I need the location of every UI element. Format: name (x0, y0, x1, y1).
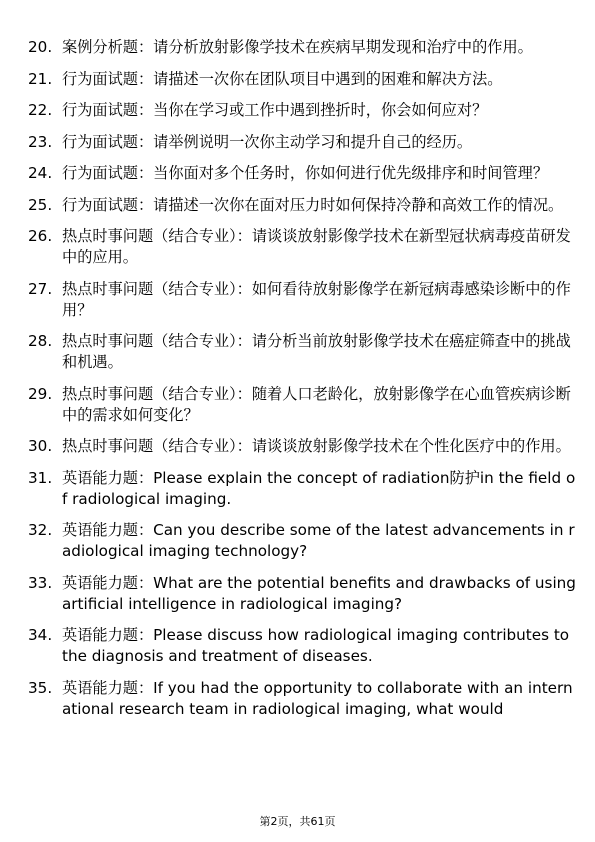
list-item (22, 331, 577, 373)
list-item (22, 468, 577, 510)
list-item (22, 520, 577, 562)
page-number-label: 第2页，共61页 (259, 815, 336, 828)
list-item (22, 100, 577, 121)
list-item (22, 436, 577, 457)
question-number: 21. (28, 69, 53, 88)
page-footer (0, 815, 595, 829)
question-number: 26. (28, 227, 53, 245)
question-text: 英语能力题：If you had the opportunity to collaborate with an international research team in radiological imaging, what would (62, 678, 573, 718)
question-number: 28. (28, 332, 53, 350)
list-item (22, 37, 577, 58)
question-number: 35. (28, 678, 53, 697)
question-text: 行为面试题：当你在学习或工作中遇到挫折时，你会如何应对？ (62, 101, 488, 119)
question-text: 热点时事问题（结合专业）：请谈谈放射影像学技术在新型冠状病毒疫苗研发中的应用。 (62, 227, 571, 266)
question-number: 25. (28, 195, 53, 214)
list-item (22, 163, 577, 184)
list-item (22, 69, 577, 90)
question-text: 英语能力题：Please explain the concept of radiation防护in the field of radiological imaging. (62, 468, 576, 508)
list-item (22, 384, 577, 426)
question-text: 行为面试题：请举例说明一次你主动学习和提升自己的经历。 (62, 132, 473, 151)
question-text: 热点时事问题（结合专业）：请谈谈放射影像学技术在个性化医疗中的作用。 (62, 437, 571, 455)
question-text: 行为面试题：当你面对多个任务时，你如何进行优先级排序和时间管理？ (62, 164, 548, 182)
question-text: 行为面试题：请描述一次你在面对压力时如何保持冷静和高效工作的情况。 (62, 195, 564, 214)
question-text: 英语能力题：What are the potential benefits and drawbacks of using artificial intelligence in radiological imaging? (62, 573, 576, 613)
list-item (22, 132, 577, 153)
question-number: 29. (28, 384, 53, 403)
question-number: 30. (28, 437, 53, 455)
question-text: 热点时事问题（结合专业）：请分析当前放射影像学技术在癌症筛查中的挑战和机遇。 (62, 332, 571, 371)
question-text: 行为面试题：请描述一次你在团队项目中遇到的困难和解决方法。 (62, 69, 503, 88)
list-item (22, 625, 577, 667)
question-text: 英语能力题：Please discuss how radiological imaging contributes to the diagnosis and treatment of diseases. (62, 626, 570, 665)
question-number: 31. (28, 468, 53, 487)
question-list (22, 37, 577, 730)
list-item (22, 226, 577, 268)
question-number: 33. (28, 573, 53, 592)
question-number: 22. (28, 101, 53, 119)
question-text: 热点时事问题（结合专业）：随着人口老龄化，放射影像学在心血管疾病诊断中的需求如何变化？ (62, 384, 571, 424)
question-number: 32. (28, 521, 53, 539)
question-text: 英语能力题：Can you describe some of the latest advancements in radiological imaging technology? (62, 521, 575, 560)
question-number: 20. (28, 38, 53, 56)
question-number: 34. (28, 626, 53, 644)
list-item (22, 279, 577, 321)
question-number: 24. (28, 164, 53, 182)
question-text: 案例分析题：请分析放射影像学技术在疾病早期发现和治疗中的作用。 (62, 38, 533, 56)
list-item (22, 678, 577, 720)
list-item (22, 573, 577, 615)
question-number: 27. (28, 279, 53, 298)
question-number: 23. (28, 132, 53, 151)
list-item (22, 195, 577, 216)
question-text: 热点时事问题（结合专业）：如何看待放射影像学在新冠病毒感染诊断中的作用？ (62, 279, 571, 319)
